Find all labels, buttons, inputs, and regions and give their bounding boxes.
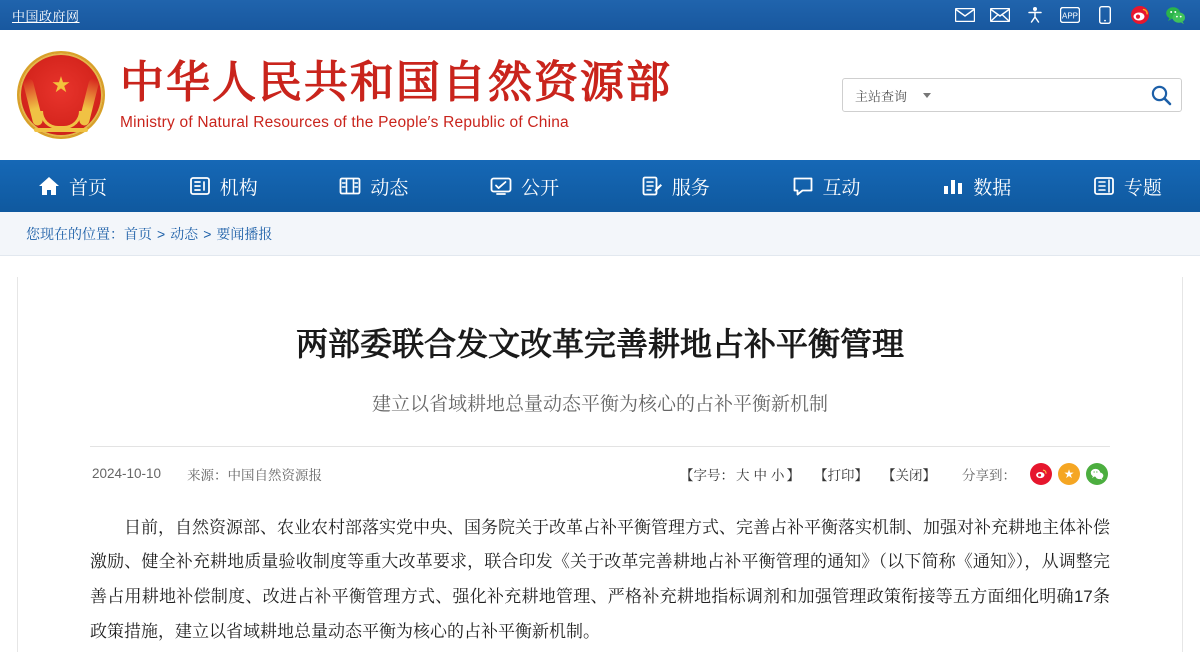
search-box[interactable]: [842, 78, 1182, 112]
article-meta-left: [92, 464, 322, 484]
article-meta: [90, 447, 1110, 485]
national-emblem-icon: ★: [14, 48, 108, 142]
breadcrumb: [20, 224, 1180, 244]
nav-item-topic[interactable]: [1079, 160, 1176, 212]
mail-icon[interactable]: [954, 5, 976, 25]
nav-item-organization[interactable]: [175, 160, 272, 212]
nav-label: 互动: [822, 177, 861, 199]
share-favorite-icon[interactable]: ★: [1058, 463, 1080, 485]
search-input[interactable]: [941, 80, 1141, 110]
article-source: 来源：中国自然资源报: [187, 467, 323, 483]
accessibility-icon[interactable]: [1024, 5, 1046, 25]
nav-item-service[interactable]: [627, 160, 724, 212]
font-size-suffix: 】: [786, 467, 800, 483]
top-bar: [0, 0, 1200, 30]
print-button[interactable]: 【打印】: [814, 467, 868, 483]
nav-item-data[interactable]: [928, 160, 1025, 212]
service-icon: [641, 175, 663, 197]
article-page: [17, 277, 1183, 652]
font-size-controls: [680, 464, 800, 484]
mail-alt-icon[interactable]: [989, 5, 1011, 25]
close-button[interactable]: 【关闭】: [882, 467, 936, 483]
font-size-small[interactable]: 小: [771, 467, 785, 483]
breadcrumb-item-home[interactable]: 首页: [124, 225, 152, 242]
article-date: 2024-10-10: [92, 466, 162, 482]
article-subtitle: 建立以省域耕地总量动态平衡为核心的占补平衡新机制: [371, 393, 828, 415]
page-title: 两部委联合发文改革完善耕地占补平衡管理: [295, 326, 904, 363]
top-bar-icons: [954, 5, 1186, 25]
nav-label: 专题: [1123, 177, 1162, 199]
gov-site-link[interactable]: 中国政府网: [12, 8, 80, 24]
site-header: [0, 30, 1200, 160]
app-icon[interactable]: [1059, 5, 1081, 25]
share-wechat-icon[interactable]: [1086, 463, 1108, 485]
search-button[interactable]: [1141, 79, 1181, 111]
topic-icon: [1093, 175, 1115, 197]
breadcrumb-separator: >: [157, 225, 166, 242]
font-size-medium[interactable]: 中: [753, 467, 767, 483]
breadcrumb-item-news[interactable]: 动态: [170, 225, 199, 242]
chevron-down-icon: [923, 93, 931, 98]
share-weibo-icon[interactable]: [1030, 463, 1052, 485]
font-size-large[interactable]: 大: [736, 467, 750, 483]
search-scope-label: 主站查询: [855, 88, 908, 104]
nav-label: 首页: [69, 177, 108, 199]
share-icons: [1030, 463, 1108, 485]
nav-label: 公开: [521, 177, 560, 199]
weibo-icon[interactable]: [1129, 5, 1151, 25]
article-paragraph: 日前，自然资源部、农业农村部落实党中央、国务院关于改革占补平衡管理方式、完善占补平衡落实机制、加强对补充耕地主体补偿激励、健全补充耕地质量验收制度等重大改革要求，联合印发《关于改革完善耕地占补平衡管理的通知》（以下简称《通知》），从调整完善占用耕地补偿制度、改进占补平衡管理方式、强化补充耕地管理、严格补充耕地指标调剂和加强管理政策衔接等五方面细化明确17条政策措施，建立以省域耕地总量动态平衡为核心的占补平衡新机制。: [90, 517, 1110, 642]
nav-label: 服务: [671, 177, 710, 199]
svg-text:APP: APP: [1061, 11, 1079, 21]
nav-item-news[interactable]: [325, 160, 422, 212]
interaction-icon: [792, 175, 814, 197]
site-title-en: Ministry of Natural Resources of the People′s Republic of China: [120, 114, 569, 132]
disclosure-icon: [490, 175, 512, 197]
article-meta-right: [680, 463, 1108, 485]
nav-item-home[interactable]: [24, 160, 121, 212]
site-title-cn: 中华人民共和国自然资源部: [120, 57, 672, 107]
search-scope-select[interactable]: [843, 86, 941, 105]
nav-label: 数据: [973, 177, 1012, 199]
news-icon: [339, 175, 361, 197]
site-title-block: [120, 58, 672, 133]
main-nav: [0, 160, 1200, 212]
breadcrumb-separator: >: [203, 225, 212, 242]
nav-label: 机构: [219, 177, 258, 199]
breadcrumb-prefix: 您现在的位置：: [26, 225, 124, 242]
mobile-icon[interactable]: [1094, 5, 1116, 25]
share-label: 分享到：: [962, 467, 1016, 483]
nav-item-disclosure[interactable]: [476, 160, 573, 212]
nav-label: 动态: [370, 177, 409, 199]
breadcrumb-item-current[interactable]: 要闻播报: [216, 225, 273, 242]
wechat-icon[interactable]: [1164, 5, 1186, 25]
nav-item-interaction[interactable]: [778, 160, 875, 212]
home-icon: [38, 175, 60, 197]
breadcrumb-bar: [0, 212, 1200, 256]
font-size-prefix: 【字号：: [680, 467, 734, 483]
organization-icon: [189, 175, 211, 197]
data-icon: [942, 175, 964, 197]
search-icon: [1150, 84, 1172, 106]
